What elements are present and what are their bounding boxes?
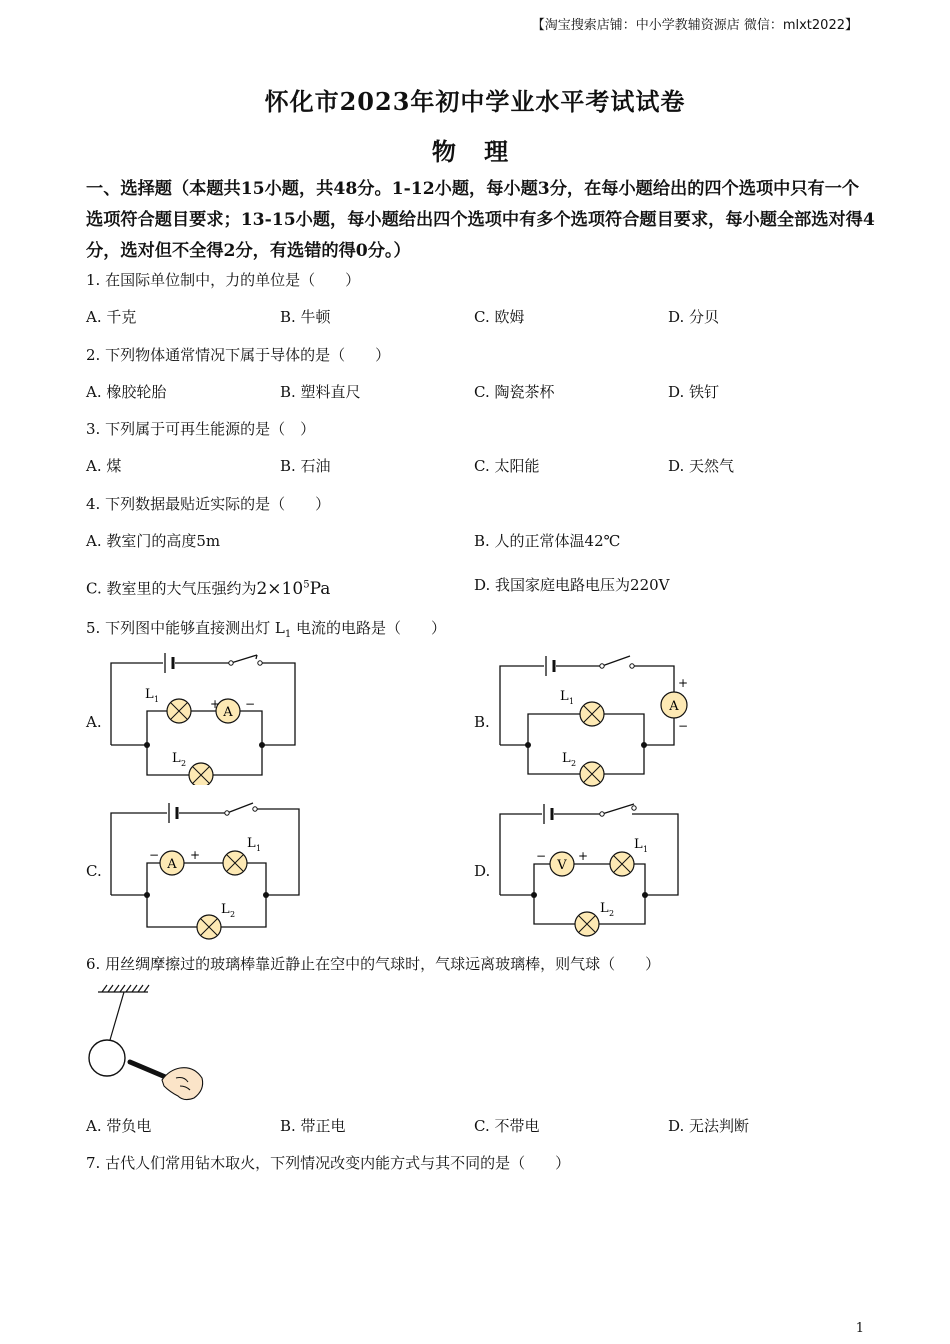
svg-text:−: − — [536, 849, 547, 863]
option-a: A. 橡胶轮胎 — [86, 383, 167, 401]
lamp-icon — [197, 915, 221, 939]
svg-text:2: 2 — [609, 909, 615, 918]
svg-text:2: 2 — [230, 910, 236, 919]
svg-text:1: 1 — [256, 844, 262, 853]
option-d: D. 无法判断 — [668, 1117, 750, 1135]
option-c-text: C. 教室里的大气压强约为 — [86, 579, 257, 598]
option-a: A. 千克 — [86, 308, 137, 326]
svg-text:A: A — [669, 699, 679, 714]
option-d: D. 铁钉 — [668, 383, 720, 401]
ammeter-icon — [661, 692, 687, 718]
svg-text:L: L — [600, 901, 609, 916]
svg-text:L: L — [221, 902, 230, 917]
option-a: A. 教室门的高度5m — [86, 532, 221, 550]
svg-text:−: − — [245, 697, 256, 711]
question-stem: 4. 下列数据最贴近实际的是（ ） — [86, 495, 331, 513]
svg-text:+: + — [678, 676, 689, 690]
option-c: C. — [86, 862, 102, 880]
svg-text:L: L — [145, 687, 154, 702]
svg-text:L: L — [560, 689, 569, 704]
ammeter-icon — [160, 851, 184, 875]
option-d: D. 天然气 — [668, 457, 735, 475]
svg-text:A: A — [167, 857, 177, 872]
option-b: B. 牛顿 — [280, 308, 331, 326]
stem-part: 电流的电路是（ ） — [291, 619, 446, 637]
question-stem: 3. 下列属于可再生能源的是（ ） — [86, 420, 316, 438]
option-b: B. 人的正常体温42℃ — [474, 532, 621, 550]
stem-part: 5. 下列图中能够直接测出灯 L — [86, 619, 285, 637]
svg-text:L: L — [247, 836, 256, 851]
svg-text:1: 1 — [643, 845, 649, 854]
option-d: D. 分贝 — [668, 308, 720, 326]
lamp-icon — [580, 702, 604, 726]
svg-text:+: + — [210, 697, 221, 711]
pressure-formula — [256, 579, 330, 599]
option-c — [86, 575, 330, 599]
svg-text:+: + — [190, 848, 201, 862]
question-stem: 1. 在国际单位制中，力的单位是（ ） — [86, 271, 361, 289]
circuit-b-diagram — [492, 650, 702, 790]
lamp-icon — [580, 762, 604, 786]
lamp-icon — [189, 763, 213, 785]
question-stem: 6. 用丝绸摩擦过的玻璃棒靠近静止在空中的气球时，气球远离玻璃棒，则气球（ ） — [86, 955, 661, 973]
header-note: 【淘宝搜索店铺：中小学教辅资源店 微信：mlxt2022】 — [531, 18, 858, 33]
question-stem: 2. 下列物体通常情况下属于导体的是（ ） — [86, 346, 391, 364]
svg-text:−: − — [678, 719, 689, 733]
svg-text:A: A — [223, 705, 233, 720]
svg-text:V: V — [557, 858, 567, 873]
svg-text:−: − — [149, 848, 160, 862]
option-a: A. — [86, 713, 102, 731]
option-a: A. 煤 — [86, 457, 122, 475]
balloon-icon — [89, 1040, 125, 1076]
lamp-icon — [610, 852, 634, 876]
option-b: B. 带正电 — [280, 1117, 346, 1135]
question-stem — [86, 618, 446, 645]
option-c: C. 太阳能 — [474, 457, 540, 475]
hand-icon — [162, 1068, 203, 1100]
svg-text:L: L — [562, 751, 571, 766]
option-d: D. — [474, 862, 491, 880]
option-c: C. 欧姆 — [474, 308, 525, 326]
page-number: 1 — [855, 1321, 864, 1336]
formula-unit: Pa — [309, 578, 331, 599]
stem-subscript: 1 — [284, 629, 292, 640]
lamp-icon — [223, 851, 247, 875]
formula-exponent: 5 — [303, 579, 310, 590]
option-a: A. 带负电 — [86, 1117, 152, 1135]
svg-text:+: + — [578, 849, 589, 863]
formula-mantissa: 2×10 — [256, 578, 304, 599]
svg-text:1: 1 — [569, 697, 575, 706]
svg-text:1: 1 — [154, 695, 160, 704]
lamp-icon — [167, 699, 191, 723]
svg-text:L: L — [634, 837, 643, 852]
page-title: 怀化市2023年初中学业水平考试试卷 — [264, 87, 686, 116]
subject-title: 物 理 — [431, 137, 519, 166]
balloon-rod-diagram — [84, 982, 209, 1107]
svg-text:L: L — [172, 751, 181, 766]
option-d: D. 我国家庭电路电压为220V — [474, 576, 670, 594]
svg-text:2: 2 — [181, 759, 187, 768]
option-c: C. 不带电 — [474, 1117, 540, 1135]
section-instructions: 一、选择题（本题共15小题，共48分。1-12小题，每小题3分，在每小题给出的四个选项中只有一个选项符合题目要求；13-15小题，每小题给出四个选项中有多个选项符合题目要求，每小题全部选对得4分，选对但不全得2分，有选错的得0分。） — [86, 179, 875, 261]
option-b: B. 石油 — [280, 457, 331, 475]
option-b: B. — [474, 713, 490, 731]
option-b: B. 塑料直尺 — [280, 383, 361, 401]
circuit-c-diagram — [105, 795, 305, 945]
svg-text:2: 2 — [571, 759, 577, 768]
option-c: C. 陶瓷茶杯 — [474, 383, 555, 401]
voltmeter-icon — [550, 852, 574, 876]
lamp-icon — [575, 912, 599, 936]
question-stem: 7. 古代人们常用钻木取火，下列情况改变内能方式与其不同的是（ ） — [86, 1154, 571, 1172]
circuit-a-diagram — [105, 645, 305, 785]
circuit-d-diagram — [492, 800, 692, 950]
